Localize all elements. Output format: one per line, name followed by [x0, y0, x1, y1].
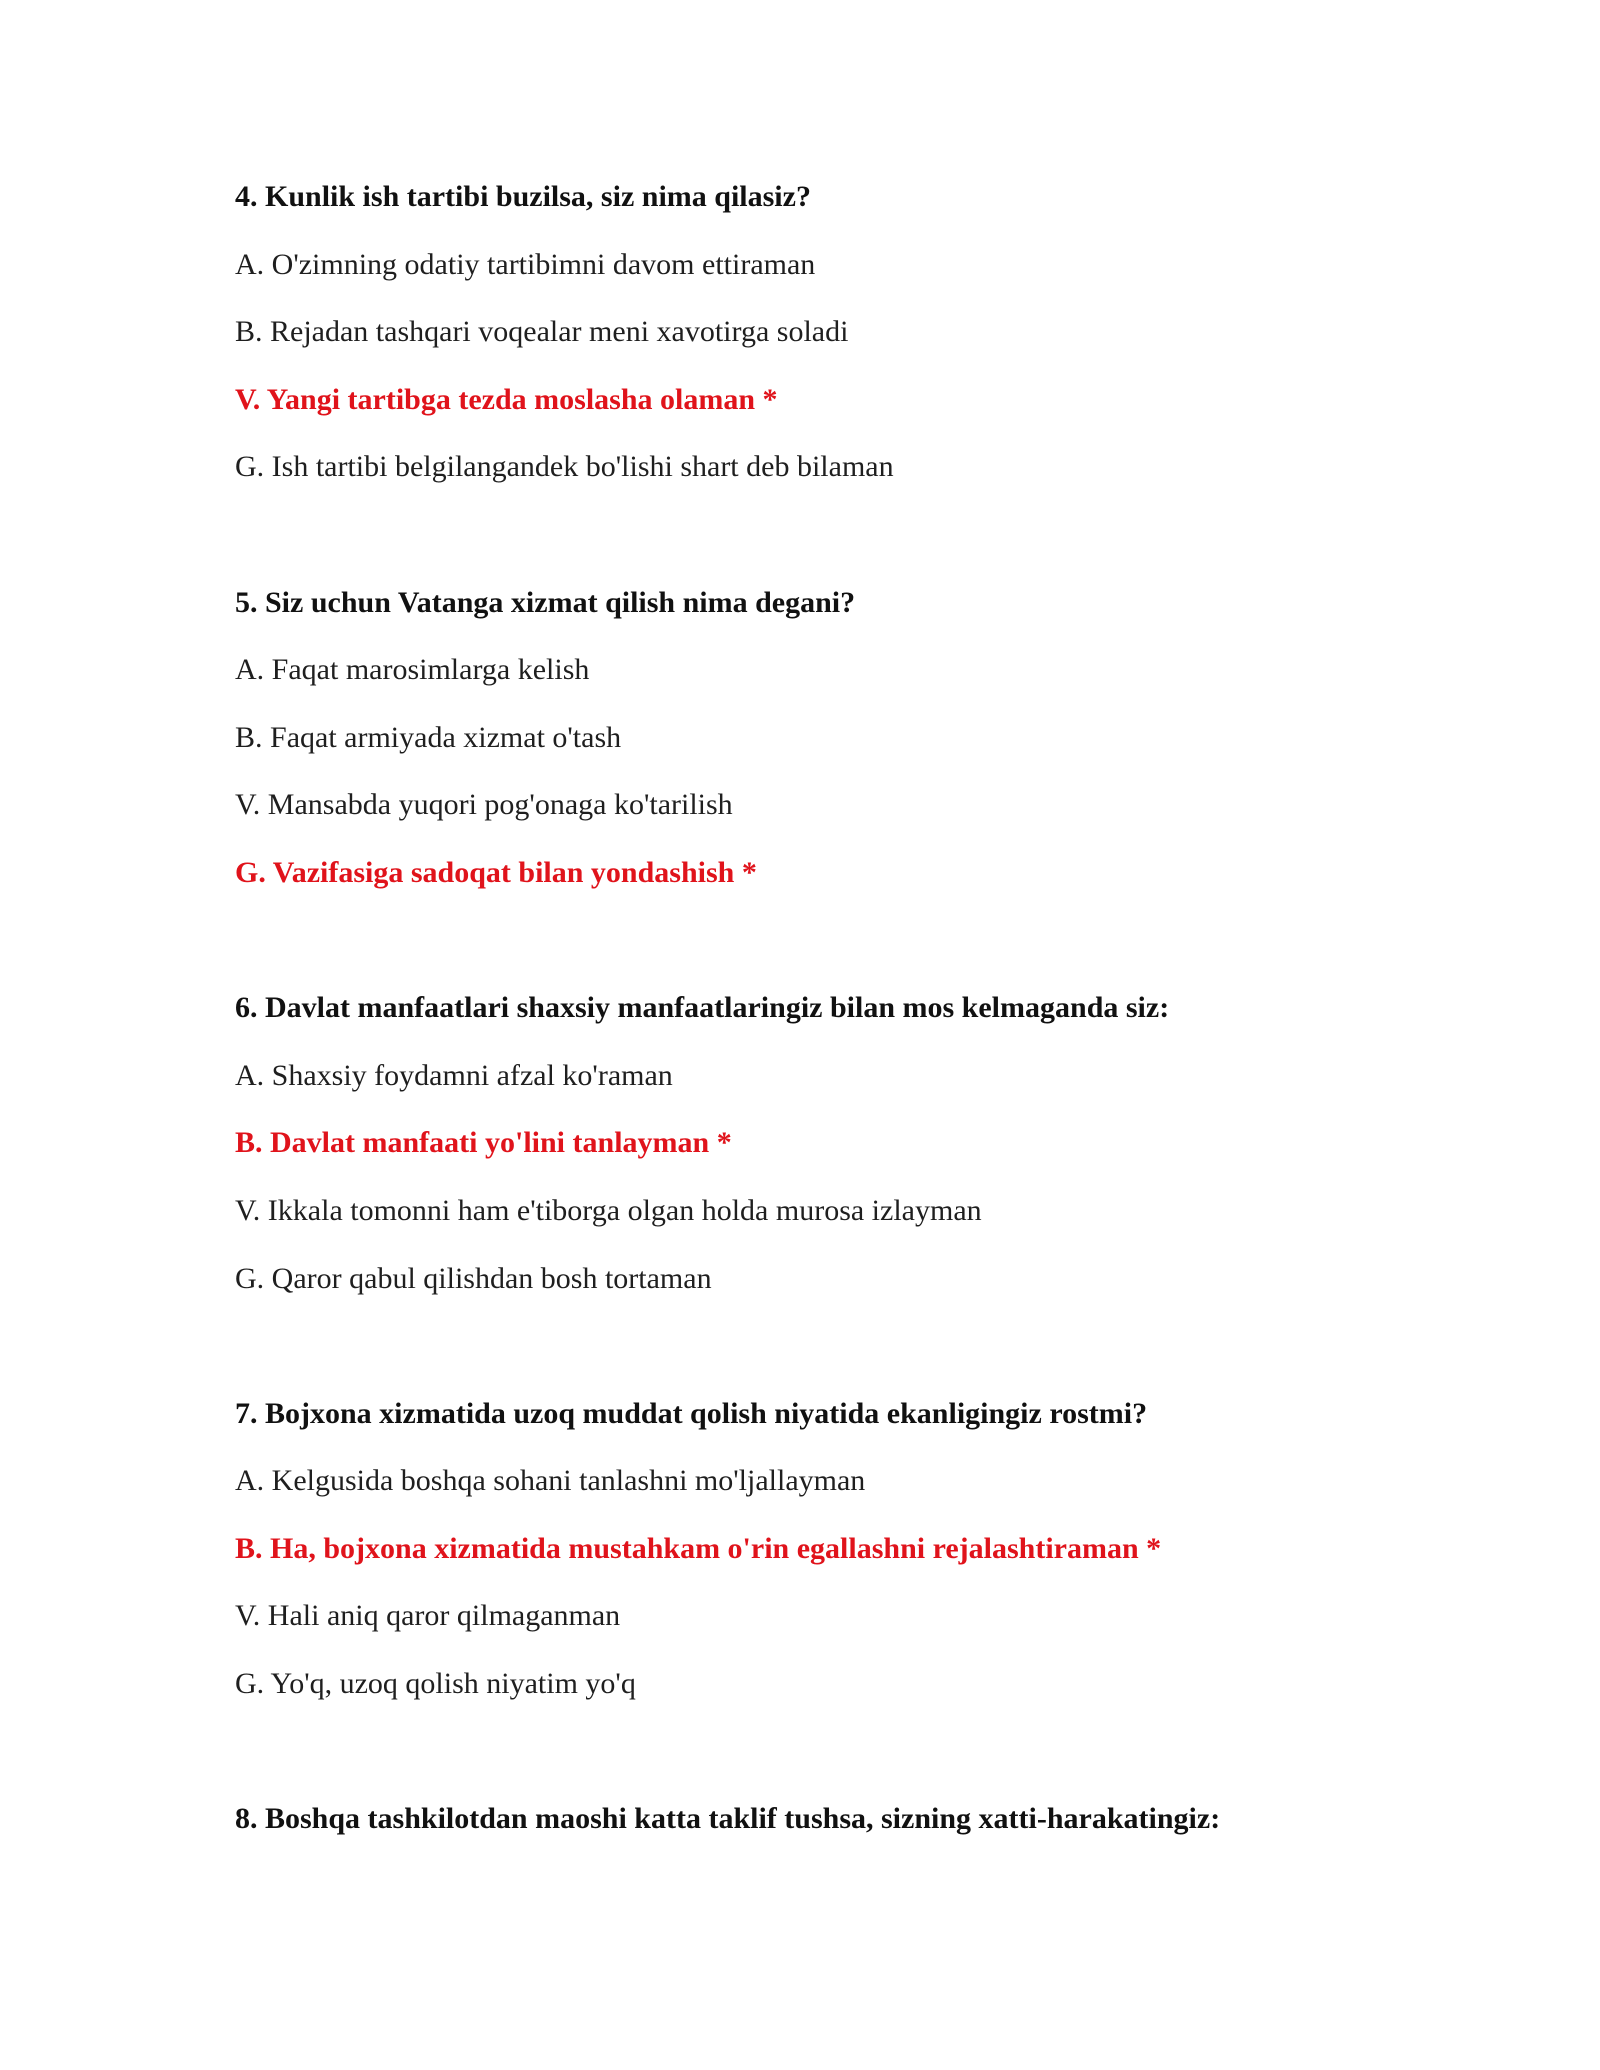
- block-spacer: [235, 924, 1415, 992]
- answer-option: B. Rejadan tashqari voqealar meni xavotirga soladi: [235, 315, 849, 349]
- answer-option: V. Hali aniq qaror qilmaganman: [235, 1599, 621, 1633]
- question-block: [235, 586, 1415, 890]
- answer-option: A. Faqat marosimlarga kelish: [235, 653, 590, 687]
- answer-option: A. O'zimning odatiy tartibimni davom ettiraman: [235, 247, 816, 281]
- answer-option: V. Ikkala tomonni ham e'tiborga olgan holda murosa izlayman: [235, 1193, 982, 1227]
- block-spacer: [235, 1329, 1415, 1397]
- answer-option: G. Yo'q, uzoq qolish niyatim yo'q: [235, 1667, 636, 1701]
- answer-option: G. Qaror qabul qilishdan bosh tortaman: [235, 1261, 712, 1295]
- question-block: [235, 180, 1415, 484]
- answer-option-correct: V. Yangi tartibga tezda moslasha olaman *: [235, 382, 778, 416]
- answer-option: V. Mansabda yuqori pog'onaga ko'tarilish: [235, 788, 733, 822]
- question-text: 4. Kunlik ish tartibi buzilsa, siz nima qilasiz?: [235, 180, 811, 213]
- block-spacer: [235, 1735, 1415, 1803]
- answer-option-correct: B. Davlat manfaati yo'lini tanlayman *: [235, 1126, 732, 1160]
- question-text: 8. Boshqa tashkilotdan maoshi katta taklif tushsa, sizning xatti-harakatingiz:: [235, 1802, 1221, 1836]
- answer-option: A. Kelgusida boshqa sohani tanlashni mo'ljallayman: [235, 1464, 866, 1498]
- block-spacer: [235, 518, 1415, 586]
- question-text: 7. Bojxona xizmatida uzoq muddat qolish niyatida ekanligingiz rostmi?: [235, 1396, 1148, 1430]
- question-text: 5. Siz uchun Vatanga xizmat qilish nima degani?: [235, 585, 856, 619]
- question-text: 6. Davlat manfaatlari shaxsiy manfaatlaringiz bilan mos kelmaganda siz:: [235, 991, 1170, 1025]
- answer-option-correct: B. Ha, bojxona xizmatida mustahkam o'rin egallashni rejalashtiraman *: [235, 1531, 1162, 1565]
- answer-option-correct: G. Vazifasiga sadoqat bilan yondashish *: [235, 855, 757, 889]
- question-block: [235, 1802, 1415, 1836]
- question-block: [235, 991, 1415, 1295]
- answer-option: B. Faqat armiyada xizmat o'tash: [235, 720, 622, 754]
- question-block: [235, 1397, 1415, 1701]
- answer-option: A. Shaxsiy foydamni afzal ko'raman: [235, 1058, 673, 1092]
- question-list: [235, 180, 1415, 1870]
- answer-option: G. Ish tartibi belgilangandek bo'lishi shart deb bilaman: [235, 450, 894, 484]
